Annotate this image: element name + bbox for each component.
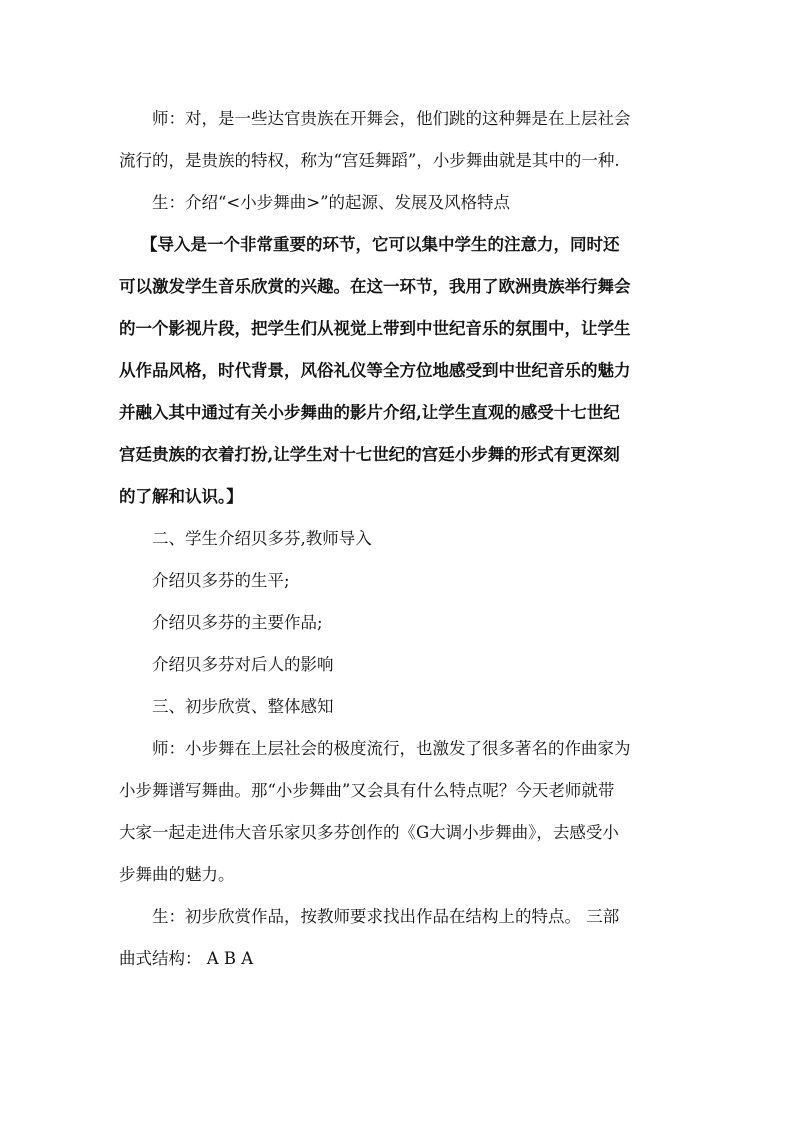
paragraph-student-minuet-origin [119,182,679,224]
paragraph-student-structure [119,896,679,980]
list-item-beethoven-influence [119,644,679,686]
text-line: 流行的，是贵族的特权，称为“宫廷舞蹈”，小步舞曲就是其中的一种. [119,151,620,170]
text-line: 介绍贝多芬的生平; [152,571,290,590]
document-body [119,98,679,980]
text-line: 生：初步欣赏作品，按教师要求找出作品在结构上的特点。 三部 [152,907,620,926]
text-line: 小步舞谱写舞曲。那“小步舞曲”又会具有什么特点呢？今天老师就带 [119,781,615,800]
list-item-beethoven-life [119,560,679,602]
text-line: 步舞曲的魅力。 [119,865,235,884]
text-line: 三、初步欣赏、整体感知 [152,697,334,716]
text-line: 介绍贝多芬的主要作品; [152,613,323,632]
text-line: 并融入其中通过有关小步舞曲的影片介绍,让学生直观的感受十七世纪 [119,403,620,422]
text-line: 师：小步舞在上层社会的极度流行，也激发了很多著名的作曲家为 [152,739,631,758]
text-line: 的一个影视片段，把学生们从视觉上带到中世纪音乐的氛围中，让学生 [119,319,631,338]
text-line: 宫廷贵族的衣着打扮,让学生对十七世纪的宫廷小步舞的形式有更深刻 [119,445,620,464]
paragraph-teaching-note [119,224,679,518]
section-heading-beethoven [119,518,679,560]
list-item-beethoven-works [119,602,679,644]
text-line: 介绍贝多芬对后人的影响 [152,655,334,674]
text-line: 生：介绍“<小步舞曲>”的起源、发展及风格特点 [152,193,511,212]
text-line: 从作品风格，时代背景，风俗礼仪等全方位地感受到中世纪音乐的魅力 [119,361,631,380]
paragraph-teacher-dance-intro [119,98,679,182]
section-heading-first-listening [119,686,679,728]
text-line: 曲式结构： A B A [119,949,254,968]
text-line: 师：对，是一些达官贵族在开舞会，他们跳的这种舞是在上层社会 [152,109,631,128]
text-line: 的了解和认识。】 [119,487,243,506]
text-line: 大家一起走进伟大音乐家贝多芬创作的《G大调小步舞曲》，去感受小 [119,823,619,842]
paragraph-teacher-minuet-popularity [119,728,679,896]
text-line: 可以激发学生音乐欣赏的兴趣。在这一环节，我用了欧洲贵族举行舞会 [119,277,631,296]
text-line: 【导入是一个非常重要的环节，它可以集中学生的注意力，同时还 [141,235,620,254]
text-line: 二、学生介绍贝多芬,教师导入 [152,529,372,548]
